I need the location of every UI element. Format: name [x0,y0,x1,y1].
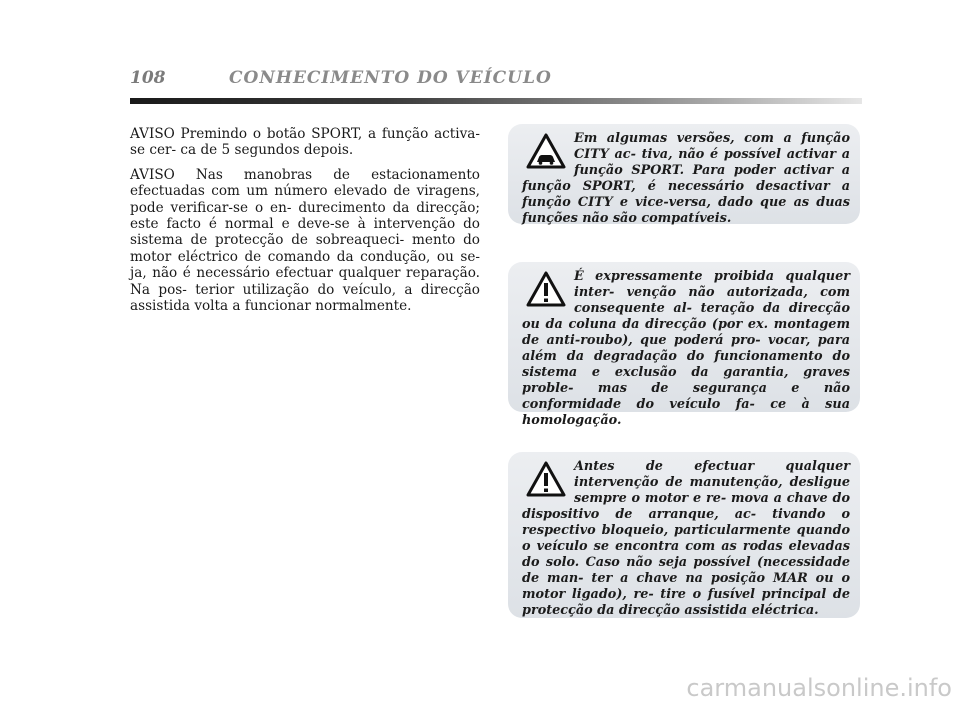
exclamation-warning-icon [526,461,566,497]
warning-box-city-sport [508,124,860,224]
warning-text-maintenance: Antes de efectuar qualquer intervenção de manutenção, desligue sempre o motor e re- mova a chave do dispositivo de arranque, ac- tivando o respectivo bloqueio, particularmente quando o veículo se encontra com as rodas elevadas do solo. Caso não seja possível (necessidade de man- ter a chave na posição MAR ou o motor ligado), re- tire o fusível principal de protecção da direcção assistida eléctrica. [522,459,850,618]
header-rule [130,98,862,104]
paragraph-sport-notice: AVISO Premindo o botão SPORT, a função activa-se cer- ca de 5 segundos depois. [130,126,480,159]
left-column [130,126,480,322]
car-warning-icon [526,133,566,169]
exclamation-warning-icon [526,271,566,307]
running-title: CONHECIMENTO DO VEÍCULO [229,68,552,88]
warning-box-unauthorized [508,262,860,428]
watermark: carmanualsonline.info [686,674,952,702]
paragraph-parking-notice: AVISO Nas manobras de estacionamento efectuadas com um número elevado de viragens, pode verificar-se o en- durecimento da direcção; este facto é normal e deve-se à intervenção do sistema de protecção de sobreaqueci- mento do motor eléctrico de comando da condução, ou se- ja, não é necessário efectuar qualquer reparação. Na pos- terior utilização do veículo, a direcção assistida volta a funcionar normalmente. [130,166,480,315]
warning-box-maintenance [508,452,860,618]
warning-text-city-sport: Em algumas versões, com a função CITY ac- tiva, não é possível activar a função SPORT. Para poder activar a função SPORT, é necessário desactivar a função CITY e vice-versa, dado que as duas funções não são compatíveis. [522,131,850,226]
warning-text-unauthorized: É expressamente proibida qualquer inter- venção não autorizada, com consequente al- teração da direcção ou da coluna da direcção (por ex. montagem de anti-roubo), que poderá pro- vocar, para além da degradação do funcionamento do sistema e exclusão da garantia, graves proble- mas de segurança e não conformidade do veículo fa- ce à sua homologação. [522,269,850,428]
page-number: 108 [130,68,166,88]
